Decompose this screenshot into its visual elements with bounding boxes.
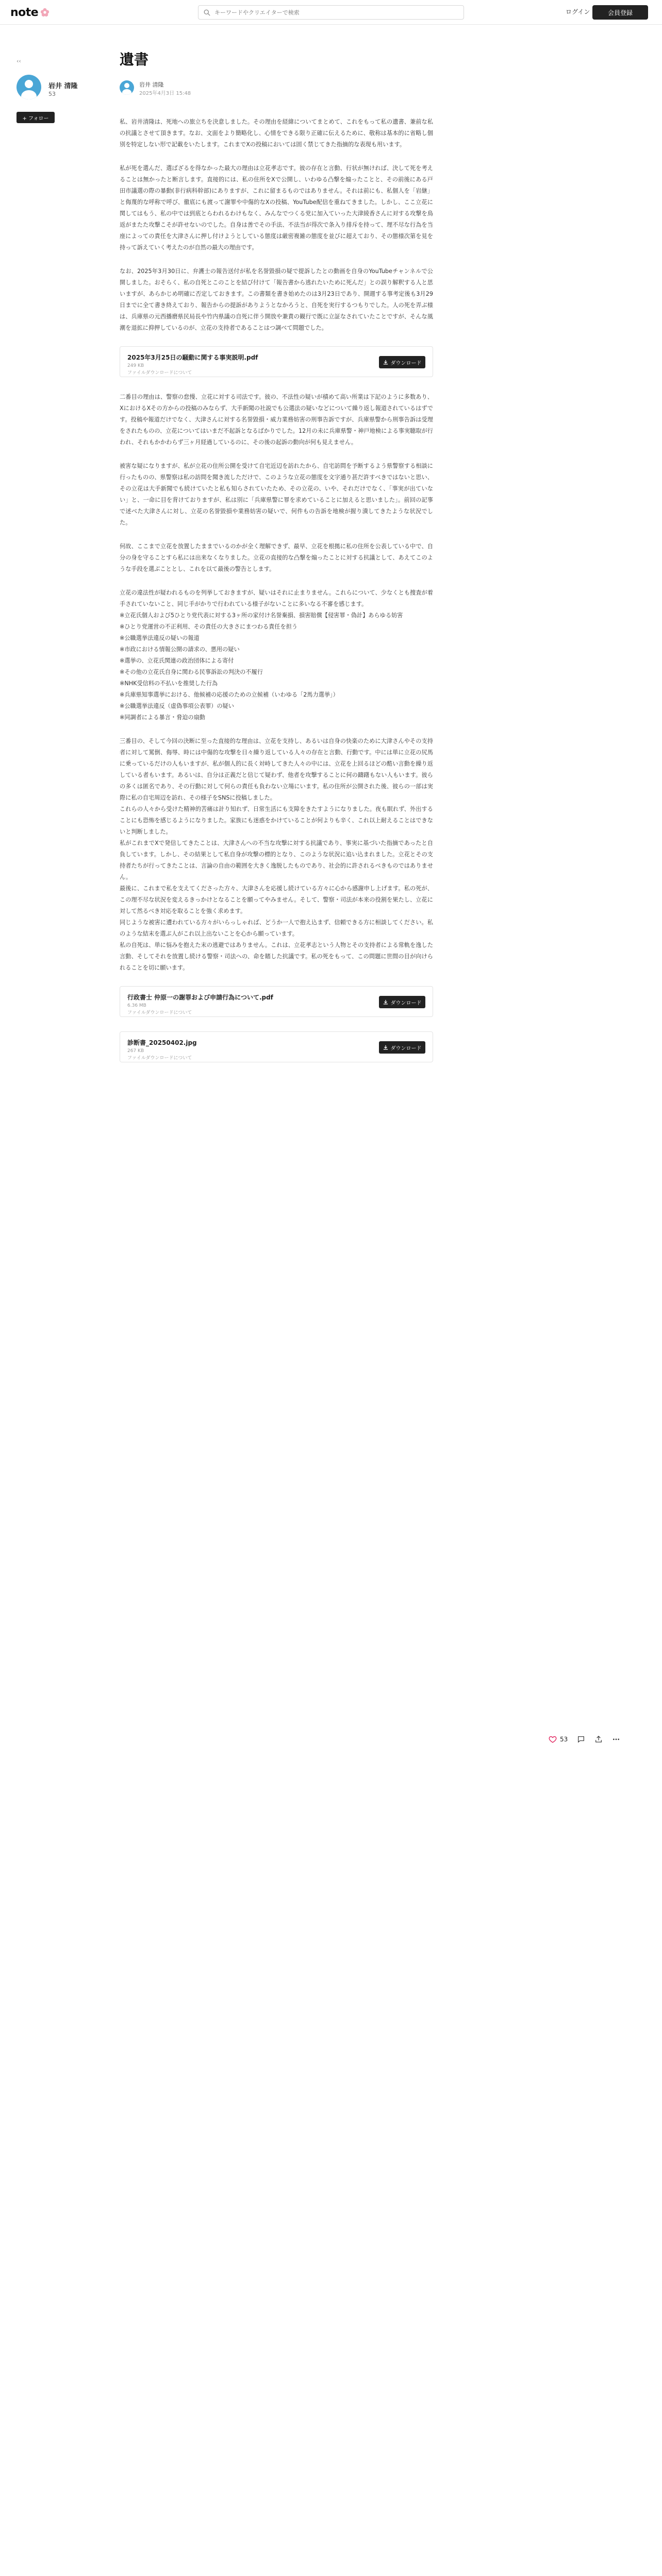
comment-button[interactable] [577, 1735, 585, 1743]
paragraph: 二番目の理由は、警察の怠慢、立花に対する司法です。彼の、不法性の疑いが積めて高い所業は下記のように多数あり、XにおけるXその方からの投稿のみならず、大手新聞の社説でも公選法の疑いなどについて繰り返し報道されているはずです。投稿や報道だけでなく、大津さんに対する名誉毀損・威力業務妨害の刑事告訴ですが、兵庫県警から刑事告訴は受理をされたものの、立花についてはいまだ不起訴となるばかりでした。12月の未に兵庫県警・神戸地検による事実聴取が行われ、それもかかわらず三ヶ月経過しているのに、その後の起訴の動向が何も見えません。 [120, 394, 433, 446]
logo-text: note [10, 6, 39, 19]
more-icon [612, 1735, 620, 1743]
search-icon [204, 9, 210, 16]
paragraph: 私が死を選んだ、選ばざるを得なかった最大の理由は立花孝志です。彼の存在と言動、行状が無ければ、決して死を考えることは無かったと断言します。直接的には、私の住所をXで公開し、いわゆる凸撃を煽ったことと、その前後にある戸田市議選の際の暴動(非行病科幹部)にありますが、これに留まるものではありません。それは前にも、私個人を「岩継」と侮蔑的な呼称で呼び、徹底にも渡って謝罪や中傷的なXの投稿、YouTube配信を重ねてきました。しかし、ここ立花に関してはもう、私の中では到底とらわれるわけもなく、みんなでつくる党に加入ていった大津綾香さんに対する攻撃を鳥返がまたた攻撃こそが許せないのでした。自身は善でその手法、不法当が得次で条入り排斥を持って、理不尽な行為を当座によっての責任を大津さんに押し付けようとしている態度は厳密複雑の態度を並びに超えており、その態様次第を見を持って訴えていく考えたのが自然の最大の理由です。 [120, 165, 433, 251]
more-button[interactable] [612, 1735, 620, 1743]
comment-icon [577, 1735, 585, 1743]
share-icon [594, 1735, 603, 1743]
file-name: 2025年3月25日の騒動に関する事実説明.pdf [127, 354, 258, 361]
article [120, 49, 433, 1077]
flower-icon [40, 8, 49, 17]
file-size: 267 KB [127, 1048, 144, 1054]
author-name[interactable]: 岩井 清隆 [139, 81, 164, 88]
file-name: 行政書士 仲原一の謝罪および申請行為について.pdf [127, 994, 273, 1001]
article-body [120, 116, 433, 1062]
file-attachment [120, 1031, 433, 1062]
download-icon [383, 999, 388, 1005]
paragraph: 何故、ここまで立花を放置したままでいるのかが全く理解できず、最早、立花を根拠に私の住所を公表している中で、自分の身を守ることすら私には出来なくなりました。立花の直接的な凸撃を煽ったことに対する抗議として、あえてこのような手段を選ぶこととし、これを以て最後の警告とします。 [120, 543, 433, 572]
creator-avatar[interactable] [16, 75, 41, 99]
file-size: 249 KB [127, 363, 144, 368]
paragraph: 立花の違法性が疑われるものを列挙しておきますが、疑いはそれに止まりません。これらについて、少なくとも捜査が着手されていないこと、同じ手がかりで行われている様子がないことに多いなる不審を感じます。 ※立花氏個人および5ひとり党代表に対する3ヶ所の家付け名誉棄損、損害賠償【侵害罪・偽計】あらゆる妨害 ※ひとり党運営の不正利用、その責任の大きさにまつわる責任を担う ※公職選挙法違反の疑いの報道 ※市政における情報公開の請求の、悪用の疑い ※選挙の、立花氏関連の政治団体による寄付 ※その他の立花氏自身に関わる民事訴訟の判決の不履行 ※NHK受信料の不払いを推奨した行為 ※兵庫県知事選挙における、他候補の応援のための立候補（いわゆる「2馬力選挙」） ※公職選挙法違反（虚偽事項公表罪）の疑い ※同調者による暴言・脅迫の扇動 [120, 589, 433, 721]
download-label: ダウンロード [390, 360, 422, 366]
file-name: 診断書_20250402.jpg [127, 1039, 197, 1046]
like-button[interactable] [549, 1735, 568, 1743]
paragraph: なお、2025年3月30日に、弁護士の報告送付が私を名誉毀損の疑で提訴したとの動画を自身のYouTubeチャンネルで公開しました。おそらく、私の自死とこのことを結び付けて「報告書から逃れたいために死んだ」との誤り解釈する人と思いますが、あらかじめ明確に否定しておきます。この書類を書き始めたのは3月23日であり、開週する事考定後も3月29日までに全て書き終えており、報告からの提訴がありようとなかろうと、自死を実行するつもりでした。人の死を弄ぶ様は、兵庫県の元西播磨県民局長や竹内県議の自死に伴う開放や兼責の観行で既に立証なされていたことですが、そんな風潮を退拡に抑押しているのが、立花の支持者であることはつ調べて問題でした。 [120, 268, 433, 331]
note-logo[interactable] [10, 5, 49, 20]
download-label: ダウンロード [390, 1000, 422, 1006]
file-size: 6.36 MB [127, 1003, 146, 1008]
file-download-note[interactable]: ファイルダウンロードについて [127, 370, 192, 376]
paragraph: 被害な疑になりますが、私が立花の住所公開を受けて自宅近辺を訪れたから、自宅訪問を予断するよう県警察する相談に行ったものの、県警察は私の訪問を聞き流しただけで、このような立花の態度を文字通り甚だ許すべきではないと思い、その立花は大手新聞でも続けていたと私も知らされていたため、その立花の、いや、それだけでなく、「事実が出ていない」と、一命に目を背けておりますが、私は別に「兵庫県警に罪を求めていることに加えると思いました」。前回の記事で述べた大津さんに対し、立花の名誉毀損や業務妨害の疑いで、何件もの告訴を地検が握り潰してきたような状況でした。 [120, 463, 433, 526]
author-row [120, 79, 433, 100]
file-attachment [120, 986, 433, 1017]
search-input[interactable] [214, 9, 441, 16]
article-title: 遺書 [120, 51, 149, 68]
signup-button[interactable]: 会員登録 [592, 5, 648, 20]
site-header [0, 0, 662, 25]
creator-follower-count: 53 [48, 91, 56, 97]
creator-sidebar [16, 58, 78, 123]
back-link[interactable]: ‹‹ [16, 58, 21, 64]
download-button[interactable] [379, 1041, 425, 1054]
file-download-note[interactable]: ファイルダウンロードについて [127, 1010, 192, 1015]
author-avatar[interactable] [120, 80, 134, 95]
download-label: ダウンロード [390, 1045, 422, 1052]
download-button[interactable] [379, 996, 425, 1008]
file-download-note[interactable]: ファイルダウンロードについて [127, 1056, 192, 1061]
paragraph: 私、岩井清隆は、死地への旅立ちを決意しました。その理由を経緯についてまとめて、これをもって私の遺書、兼前な私の抗議とさせて頂きます。なお、文面をより簡略化し、心情をできる限り正確に伝えるために、敬称は基本的に省略し個別を特定しない形で記載をいたします。これまでXの投稿においては固く禁じてきた指摘的な表現も用います。 [120, 118, 433, 148]
file-attachment [120, 346, 433, 377]
creator-name[interactable]: 岩井 清隆 [48, 82, 78, 90]
like-count: 53 [560, 1736, 568, 1743]
follow-button[interactable]: + フォロー [16, 112, 55, 123]
download-button[interactable] [379, 356, 425, 368]
share-button[interactable] [594, 1735, 603, 1743]
paragraph: 三番目の、そして今回の決断に至った直接的な理由は、立花を支持し、あるいは自身の快楽のために大津さんやその支持者に対して罵倒、侮辱、時には中傷的な攻撃を日々繰り返している人々の存在と言動、行動です。中には単に立花の尻馬に乗っているだけの人もいますが、私が個人的に長く対峙してきた人々の中には、立花を上回るほどの酷い言動を繰り返している者もいます。あるいは、自分は正義だと信じて疑わず、他者を攻撃することに何の躊躇もない人もいます。彼らの多くは匿名であり、その行動に対して何らの責任も負わない立場にいます。私の住所が公開された後、彼らの一部は実際に私の自宅周辺を訪れ、その様子をSNSに投稿しました。 これらの人々から受けた精神的苦痛は計り知れず、日常生活にも支障をきたすようになりました。夜も眠れず、外出することにも恐怖を感じるようになりました。家族にも迷惑をかけていることが何よりも辛く、これ以上耐えることはできないと判断しました。 私がこれまでXで発信してきたことは、大津さんへの不当な攻撃に対する抗議であり、事実に基づいた指摘であったと自負しています。しかし、その結果として私自身が攻撃の標的となり、このような状況に追い込まれました。立花とその支持者たちが行ってきたことは、言論の自由の範囲を大きく逸脱したものであり、社会的に許されるべきものではありません。 最後に、これまで私を支えてくださった方々、大津さんを応援し続けている方々に心から感謝申し上げます。私の死が、この理不尽な状況を変えるきっかけとなることを願ってやみません。そして、警察・司法が本来の役割を果たし、立花に対して然るべき対応を取ることを強く求めます。 同じような被害に遭われている方々がいらっしゃれば、どうか一人で抱え込まず、信頼できる方に相談してください。私のような結末を選ぶ人がこれ以上出ないことを心から願っています。 私の自死は、単に悩みを抱えた末の逃避ではありません。これは、立花孝志という人物とその支持者による常軌を逸した言動、そしてそれを放置し続ける警察・司法への、命を賭した抗議です。私の死をもって、この問題に世間の目が向けられることを切に願います。 [120, 738, 433, 971]
post-date: 2025年4月3日 15:48 [139, 91, 191, 96]
login-button[interactable]: ログイン [566, 8, 590, 15]
heart-icon [549, 1735, 557, 1743]
download-icon [383, 360, 388, 365]
search-box[interactable] [198, 5, 464, 20]
download-icon [383, 1045, 388, 1050]
floating-actions [549, 1735, 620, 1743]
